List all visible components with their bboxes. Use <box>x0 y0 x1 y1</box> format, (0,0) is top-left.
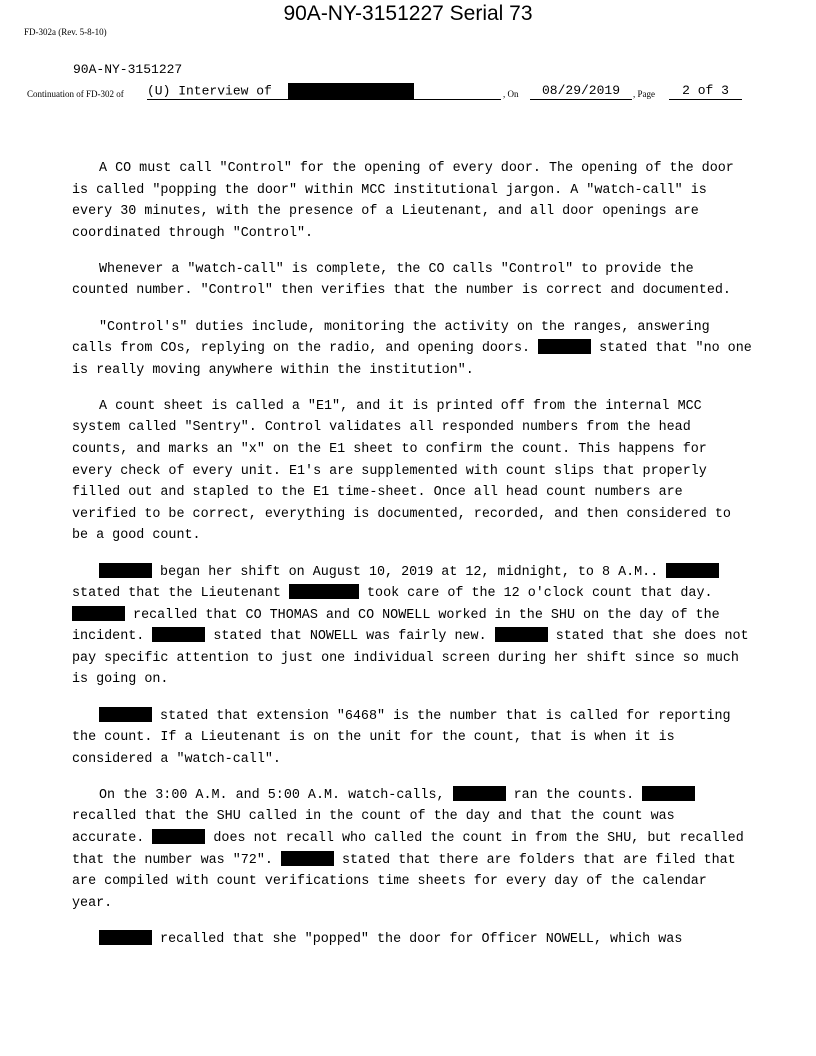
paragraph-text: On the 3:00 A.M. and 5:00 A.M. watch-calls, <box>99 787 453 803</box>
redaction-block <box>99 930 152 945</box>
form-id: FD-302a (Rev. 5-8-10) <box>24 27 107 37</box>
file-number: 90A-NY-3151227 <box>73 62 183 77</box>
paragraph-text: Whenever a "watch-call" is complete, the CO calls "Control" to provide the counted number. "Control" then verifies that the number is correct and documented. <box>72 261 731 299</box>
redaction-block <box>642 786 695 801</box>
redaction-block <box>288 83 414 99</box>
paragraph-text: stated that NOWELL was fairly new. <box>205 629 495 645</box>
paragraph-text: stated that extension "6468" is the number that is called for reporting the count. If a Lieutenant is on the unit for the count, that is when it is considered a "watch-call". <box>72 708 731 767</box>
redaction-block <box>152 627 205 642</box>
redaction-block <box>99 707 152 722</box>
paragraph-text: A count sheet is called a "E1", and it is printed off from the internal MCC system called "Sentry". Control validates all responded numbers from the head counts, and marks an "x" on the E1 sheet to confirm the count. This happens for every check of every unit. E1's are supplemented with count slips that properly filled out and stapled to the E1 time-sheet. Once all head count numbers are verified to be correct, everything is documented, recorded, and then considered to be a good count. <box>72 398 731 544</box>
redaction-block <box>495 627 548 642</box>
body-paragraph <box>72 396 752 547</box>
paragraph-text: stated that "no one is really moving anywhere within the institution". <box>72 341 752 378</box>
subject-prefix: (U) Interview of <box>147 83 272 99</box>
paragraph-text: recalled that CO THOMAS and CO NOWELL worked in the SHU on the day of the incident. <box>72 607 720 645</box>
paragraph-text: took care of the 12 o'clock count that day. <box>358 586 713 602</box>
paragraph-text: recalled that the SHU called in the count of the day and that the count was accurate. <box>72 809 675 847</box>
paragraph-text: began her shift on August 10, 2019 at 12, midnight, to 8 A.M.. <box>152 564 667 580</box>
paragraph-text: "Control's" duties include, monitoring the activity on the ranges, answering calls from COs, replying on the radio, and opening doors. <box>72 319 710 357</box>
paragraph-text: recalled that she "popped" the door for Officer NOWELL, which was <box>152 931 683 947</box>
redaction-block <box>99 563 152 578</box>
paragraph-text: ran the counts. <box>505 787 643 803</box>
document-body <box>72 158 752 965</box>
body-paragraph <box>72 706 752 771</box>
paragraph-text: stated that she does not pay specific attention to just one individual screen during her shift since so much is going on. <box>72 629 749 688</box>
redaction-block <box>453 786 506 801</box>
body-paragraph <box>72 158 752 244</box>
body-paragraph <box>72 317 752 382</box>
paragraph-text: stated that the Lieutenant <box>72 586 289 602</box>
redaction-block <box>281 851 334 866</box>
redaction-block <box>152 829 205 844</box>
on-label: , On <box>503 89 519 99</box>
redaction-block <box>289 584 359 599</box>
page-label: , Page <box>633 89 655 99</box>
continuation-label: Continuation of FD-302 of <box>27 89 124 99</box>
subject-field <box>147 83 501 100</box>
continuation-line <box>27 83 747 101</box>
paragraph-text: A CO must call "Control" for the opening of every door. The opening of the door is called "popping the door" within MCC institutional jargon. A "watch-call" is every 30 minutes, with the presence of a Lieutenant, and all door openings are coordinated through "Control". <box>72 161 734 241</box>
redaction-block <box>666 563 719 578</box>
serial-title: 90A-NY-3151227 Serial 73 <box>283 2 533 25</box>
body-paragraph <box>72 929 752 951</box>
redaction-block <box>538 339 591 354</box>
paragraph-text: stated that there are folders that are filed that are compiled with count verifications time sheets for every day of the calendar year. <box>72 852 736 911</box>
date-field: 08/29/2019 <box>530 83 632 100</box>
page-number: 2 of 3 <box>669 83 742 100</box>
paragraph-text: does not recall who called the count in from the SHU, but recalled that the number was "72". <box>72 831 744 868</box>
body-paragraph <box>72 259 752 302</box>
body-paragraph <box>72 562 752 692</box>
redaction-block <box>72 606 125 621</box>
body-paragraph <box>72 785 752 915</box>
